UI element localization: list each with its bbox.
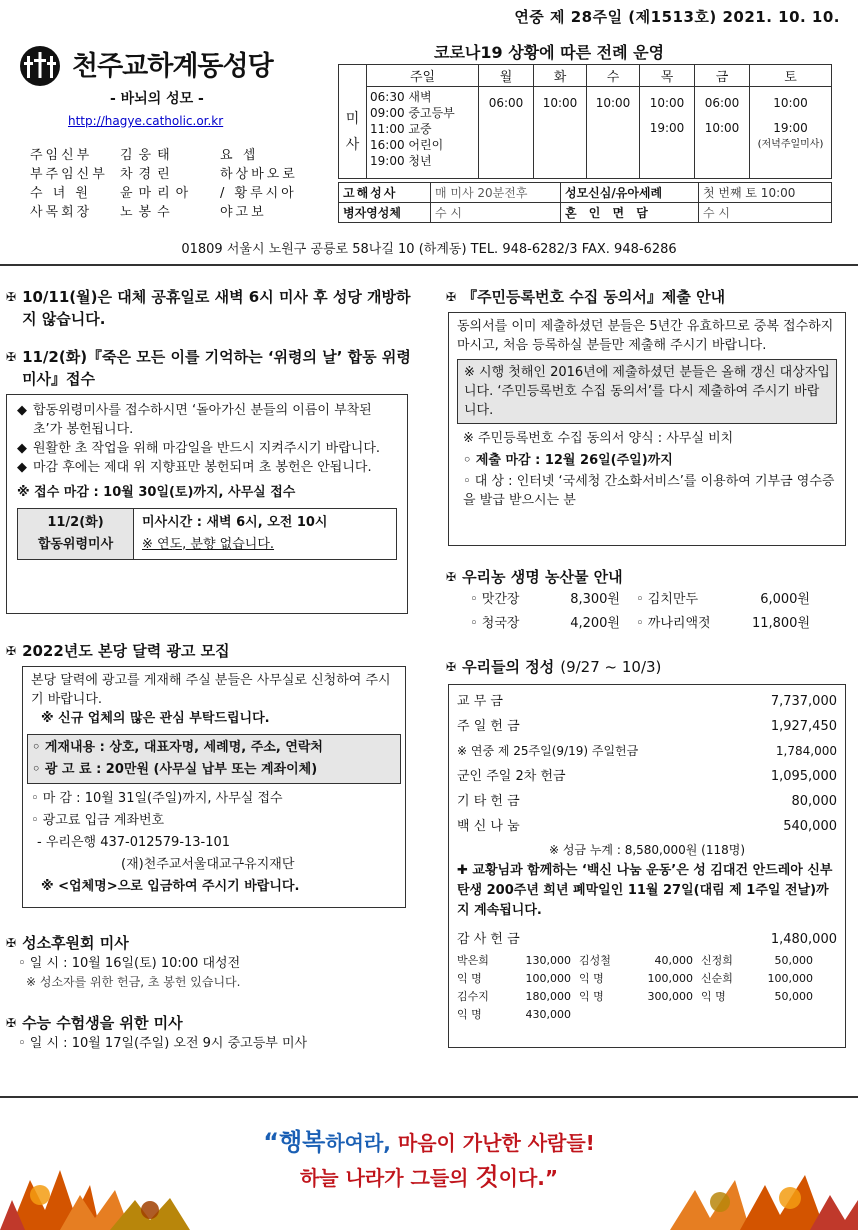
vaccine-note: ✚ 교황님과 함께하는 ‘백신 나눔 운동’은 성 김대건 안드레아 신부 탄생 200주년 희년 폐막일인 11월 27일(대림 제 1주일 전날)까지 계속됩니다. bbox=[457, 863, 833, 918]
parish-url-link[interactable]: http://hagye.catholic.or.kr bbox=[68, 114, 224, 128]
cross-bullet-icon: ✠ bbox=[6, 1016, 17, 1030]
mass-row-label: 미 사 bbox=[339, 87, 367, 179]
day-header: 금 bbox=[695, 65, 750, 87]
staff-row: 수 녀 원 윤마리아 / 황루시아 bbox=[30, 186, 297, 201]
cross-bullet-icon: ✠ bbox=[6, 644, 17, 658]
divider bbox=[0, 264, 858, 266]
friday-masses: 06:00 10:00 bbox=[695, 87, 750, 179]
offering-row: 백 신 나 눔 540,000 bbox=[457, 819, 837, 834]
offering-row: 교 무 금 7,737,000 bbox=[457, 694, 837, 709]
tuesday-masses: 10:00 bbox=[534, 87, 587, 179]
cross-bullet-icon: ✠ bbox=[6, 290, 17, 304]
staff-row: 사목회장 노봉수 야고보 bbox=[30, 205, 267, 220]
cross-bullet-icon: ✠ bbox=[446, 290, 457, 304]
sacrament-table: 고해성사 매 미사 20분전후 성모신심/유아세례 첫 번째 토 10:00 병자영성체 수 시 혼 인 면 담 수 시 bbox=[338, 182, 832, 223]
quote-line-1: “행복하여라, 마음이 가난한 사람들! bbox=[263, 1128, 595, 1156]
saturday-masses: 10:00 19:00 (저녁주일미사) bbox=[750, 87, 832, 179]
staff-row: 부주임신부 차경린 하상바오로 bbox=[30, 167, 298, 182]
mass-schedule-title: 코로나19 상황에 따른 전례 운영 bbox=[434, 43, 665, 62]
day-header: 목 bbox=[640, 65, 695, 87]
offering-row: 감 사 헌 금 1,480,000 bbox=[457, 932, 837, 947]
notice-holiday-title: 10/11(월)은 대체 공휴일로 새벽 6시 미사 후 성당 개방하지 않습니다. bbox=[22, 288, 411, 328]
notice-calendar-title: 2022년도 본당 달력 광고 모집 bbox=[22, 642, 230, 660]
vaccine-total: ※ 성금 누계 : 8,580,000원 (118명) bbox=[548, 843, 746, 857]
monday-masses: 06:00 bbox=[479, 87, 534, 179]
notice-exam-mass: ✠ 수능 수험생을 위한 미사 ◦ 일 시 : 10월 17일(주일) 오전 9시 중고등부 미사 bbox=[6, 1014, 308, 1051]
thursday-masses: 10:00 19:00 bbox=[640, 87, 695, 179]
offering-row: 기 타 헌 금 80,000 bbox=[457, 794, 837, 809]
footer-quote bbox=[0, 1125, 858, 1195]
day-header: 주일 bbox=[367, 65, 479, 87]
issue-line: 연중 제 28주일 (제1513호) 2021. 10. 10. bbox=[514, 8, 840, 26]
parish-logo-icon bbox=[18, 44, 62, 88]
notice-calendar-ad bbox=[6, 640, 416, 662]
offering-row: 군인 주일 2차 헌금 1,095,000 bbox=[457, 769, 837, 784]
ad-info-box: ◦ 게재내용 : 상호, 대표자명, 세례명, 주소, 연락처 ◦ 광 고 료 : 20만원 (사무실 납부 또는 계좌이체) bbox=[27, 734, 401, 784]
all-souls-deadline: ※ 접수 마감 : 10월 30일(토)까지, 사무실 접수 bbox=[17, 485, 296, 500]
notice-consent-form: ✠ 『주민등록번호 수집 동의서』제출 안내 bbox=[446, 288, 726, 306]
day-header: 화 bbox=[534, 65, 587, 87]
notice-farm-products: ✠ 우리농 생명 농산물 안내 ◦ 맛간장 8,300원 ◦ 김치만두 6,000원 ◦ 청국장 4,200원 ◦ 까나리액젓 11,800원 bbox=[446, 566, 850, 636]
notice-all-souls bbox=[6, 346, 416, 390]
divider bbox=[0, 1096, 858, 1098]
day-header: 수 bbox=[587, 65, 640, 87]
list-item: ◆ 마감 후에는 제대 위 지향표만 봉헌되며 초 봉헌은 안됩니다. bbox=[17, 460, 372, 475]
mass-schedule-table bbox=[338, 64, 832, 179]
day-header: 토 bbox=[750, 65, 832, 87]
consent-renewal-note: ※ 시행 첫해인 2016년에 제출하셨던 분들은 올해 갱신 대상자입니다. ‘주민등록번호 수집 동의서’를 다시 제출하여 주시기 바랍니다. bbox=[457, 359, 837, 424]
offerings-heading: ✠ 우리들의 정성 (9/27 ~ 10/3) bbox=[446, 658, 662, 676]
quote-line-2: 하늘 나라가 그들의 것이다.” bbox=[299, 1163, 559, 1191]
day-header: 월 bbox=[479, 65, 534, 87]
donor-list: 박은희 130,000 김성철 40,000 신정희 50,000 익 명 100,000 익 명 100,000 신순희 100,000 김수지 180,000 익 명 300,000 익 명 50,000 익 명 430,000 bbox=[457, 954, 813, 1021]
offerings-box bbox=[448, 684, 846, 1048]
parish-subtitle: - 바뇌의 성모 - bbox=[110, 91, 204, 107]
notice-vocation-mass: ✠ 성소후원회 미사 ◦ 일 시 : 10월 16일(토) 10:00 대성전 ※ 성소자를 위한 헌금, 초 봉헌 있습니다. bbox=[6, 934, 241, 989]
list-item: ◆ 합동위령미사를 접수하시면 ‘돌아가신 분들의 이름이 부착된 초’가 봉헌됩니다. bbox=[17, 403, 372, 437]
offering-row: ※ 연중 제 25주일(9/19) 주일헌금 1,784,000 bbox=[457, 744, 837, 758]
offering-row: 주 일 헌 금 1,927,450 bbox=[457, 719, 837, 734]
staff-row: 주임신부 김웅태 요 셉 bbox=[30, 148, 259, 163]
notice-all-souls-title: 11/2(화)『죽은 모든 이를 기억하는 ‘위령의 날’ 합동 위령 미사』접수 bbox=[22, 348, 411, 388]
staff-list bbox=[30, 146, 310, 222]
cross-bullet-icon: ✠ bbox=[446, 660, 457, 674]
list-item: ◆ 원활한 초 작업을 위해 마감일을 반드시 지켜주시기 바랍니다. bbox=[17, 441, 381, 456]
cross-bullet-icon: ✠ bbox=[6, 936, 17, 950]
parish-name: 천주교하계동성당 bbox=[72, 51, 273, 82]
notice-holiday bbox=[6, 286, 416, 330]
cross-bullet-icon: ✠ bbox=[6, 350, 17, 364]
farm-product-list: ◦ 맛간장 8,300원 ◦ 김치만두 6,000원 ◦ 청국장 4,200원 ◦ 까나리액젓 11,800원 bbox=[470, 592, 810, 631]
parish-address: 01809 서울시 노원구 공릉로 58나길 10 (하계동) TEL. 948-6282/3 FAX. 948-6286 bbox=[181, 242, 677, 257]
all-souls-mass-table: 11/2(화) 합동위령미사 미사시간 : 새벽 6시, 오전 10시 ※ 연도, 분향 없습니다. bbox=[17, 508, 397, 560]
sunday-masses: 06:30 새벽 09:00 중고등부 11:00 교중 16:00 어린이 19:00 청년 bbox=[367, 87, 479, 179]
consent-form-box: 동의서를 이미 제출하셨던 분들은 5년간 유효하므로 중복 접수하지 마시고, 처음 등록하실 분들만 제출해 주시기 바랍니다. ※ 시행 첫해인 2016년에 제출하셨던 분들은 올해 갱신 대상자입니다. ‘주민등록번호 수집 동의서’를 다시 제출하여 주시기 바랍니다. ※ 주민등록번호 수집 동의서 양식 : 사무실 비치 ◦ 제출 마감 : 12월 26일(주일)까지 ◦ 대 상 : 인터넷 ‘국세청 간소화서비스’를 이용하여 기부금 영수증을 발급 받으시는 분 bbox=[448, 312, 846, 546]
wednesday-masses: 10:00 bbox=[587, 87, 640, 179]
cross-bullet-icon: ✠ bbox=[446, 570, 457, 584]
all-souls-box bbox=[6, 394, 408, 614]
calendar-ad-box: 본당 달력에 광고를 게재해 주실 분들은 사무실로 신청하여 주시기 바랍니다. ※ 신규 업체의 많은 관심 부탁드립니다. ◦ 게재내용 : 상호, 대표자명, 세례명, 주소, 연락처 ◦ 광 고 료 : 20만원 (사무실 납부 또는 계좌이체) ◦ 마 감 : 10월 31일(주일)까지, 사무실 접수 ◦ 광고료 입금 계좌번호 - 우리은행 437-012579-13-101 (재)천주교서울대교구유지재단 ※ <업체명>으로 입금하여 주시기 바랍니다. bbox=[22, 666, 406, 908]
